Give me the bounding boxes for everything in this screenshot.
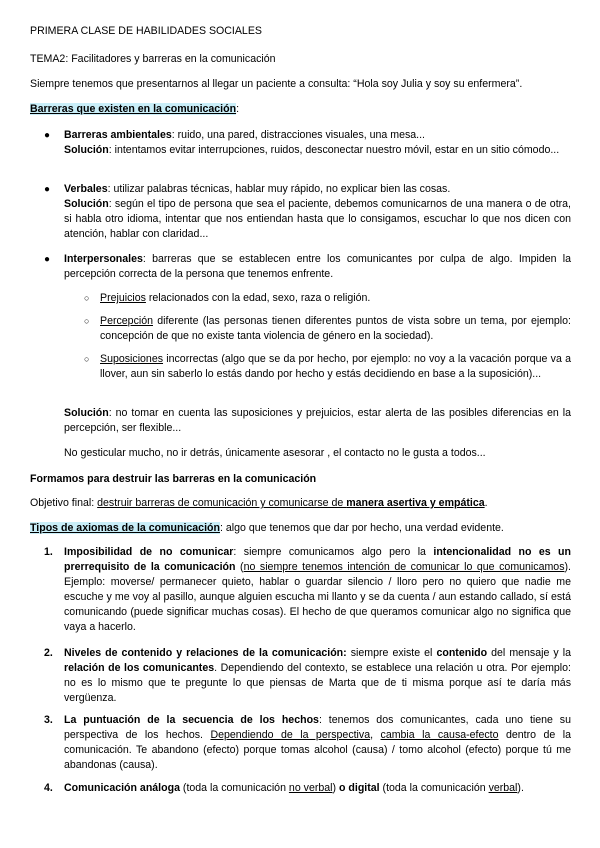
sub-bullet-icon: ○ (84, 354, 90, 364)
gesture-note: No gesticular mucho, no ir detrás, únicamente asesorar , el contacto no le gusta a todos... (64, 447, 486, 459)
sub-item-suposiciones: Suposiciones incorrectas (algo que se da por hecho, por ejemplo: no voy a la vacación porque va a llover, aun sin saberlo lo estás dando por hecho y estás decidiendo en base a la suposición)... (100, 353, 571, 380)
list-number: 4. (44, 782, 53, 794)
sub-bullet-icon: ○ (84, 316, 90, 326)
bullet-icon: ● (44, 254, 51, 265)
barrier-ambientales: Barreras ambientales: ruido, una pared, distracciones visuales, una mesa... Solución: intentamos evitar interrupciones, ruidos, desconectar nuestro móvil, estar en un sitio cómodo... (64, 129, 560, 156)
interpersonal-solution: Solución: no tomar en cuenta las suposiciones y prejuicios, estar alerta de las posibles diferencias en la percepción, ser flexible... (64, 407, 571, 434)
axiom-1: Imposibilidad de no comunicar: siempre comunicamos algo pero la intencionalidad no es un prerrequisito de la comunicación (no siempre tenemos intención de comunicar lo que comunicamos). Ejemplo: moverse/ permanecer quieto, hablar o guardar silencio / lloro pero no quiero que nadie me escuche y me voy al pasillo, aunque alguien escucha mi llanto y se da cuenta / aun estando callado, sí está comunicando (puede significar muchas cosas). El hecho de que queramos comunicar algo no significa que vaya a hacerlo. (64, 546, 571, 633)
sub-item-prejuicios: Prejuicios relacionados con la edad, sexo, raza o religión. (100, 292, 371, 304)
barrier-verbales: Verbales: utilizar palabras técnicas, hablar muy rápido, no explicar bien las cosas. Solución: según el tipo de persona que sea el paciente, debemos comunicarnos de una manera o de otra, si habla otro idioma, intentar que nos entiendan hasta que lo consigamos, escuchar lo que nos dicen con atención, hablar con claridad... (64, 183, 571, 240)
objective-line: Objetivo final: destruir barreras de comunicación y comunicarse de manera asertiva y empática. (30, 497, 488, 509)
topic-line: TEMA2: Facilitadores y barreras en la comunicación (30, 53, 276, 65)
formamos-heading: Formamos para destruir las barreras en la comunicación (30, 473, 317, 485)
axiom-4: Comunicación análoga (toda la comunicación no verbal) o digital (toda la comunicación verbal). (64, 782, 524, 794)
barrier-interpersonales: Interpersonales: barreras que se establecen entre los comunicantes por culpa de algo. Impiden la percepción correcta de la persona que tenemos enfrente. (64, 253, 571, 280)
bullet-icon: ● (44, 184, 51, 195)
bullet-icon: ● (44, 130, 51, 141)
intro-paragraph: Siempre tenemos que presentarnos al llegar un paciente a consulta: “Hola soy Julia y soy su enfermera”. (30, 78, 523, 90)
sub-bullet-icon: ○ (84, 293, 90, 303)
sub-item-percepcion: Percepción diferente (las personas tienen diferentes puntos de vista sobre un tema, por ejemplo: concepción de que no existe tanta violencia de género en la sociedad). (100, 315, 571, 342)
list-number: 1. (44, 546, 53, 558)
axioms-heading: Tipos de axiomas de la comunicación: algo que tenemos que dar por hecho, una verdad evidente. (30, 522, 504, 534)
list-number: 2. (44, 647, 53, 659)
barriers-heading: Barreras que existen en la comunicación: (30, 103, 240, 115)
axiom-3: La puntuación de la secuencia de los hechos: tenemos dos comunicantes, cada uno tiene su perspectiva de los hechos. Dependiendo de la perspectiva, cambia la causa-efecto dentro de la comunicación. Te abandono (efecto) porque tomas alcohol (causa) / tomo alcohol (efecto) porque tú me abandonas (causa). (64, 714, 571, 771)
document-title: PRIMERA CLASE DE HABILIDADES SOCIALES (30, 25, 262, 37)
list-number: 3. (44, 714, 53, 726)
axiom-2: Niveles de contenido y relaciones de la comunicación: siempre existe el contenido del mensaje y la relación de los comunicantes. Dependiendo del contexto, se establece una relación u otra. Por ejemplo: no es lo mismo que te pregunte lo que piensas de Marta que de ti misma porque así te daría más vergüenza. (64, 647, 572, 704)
